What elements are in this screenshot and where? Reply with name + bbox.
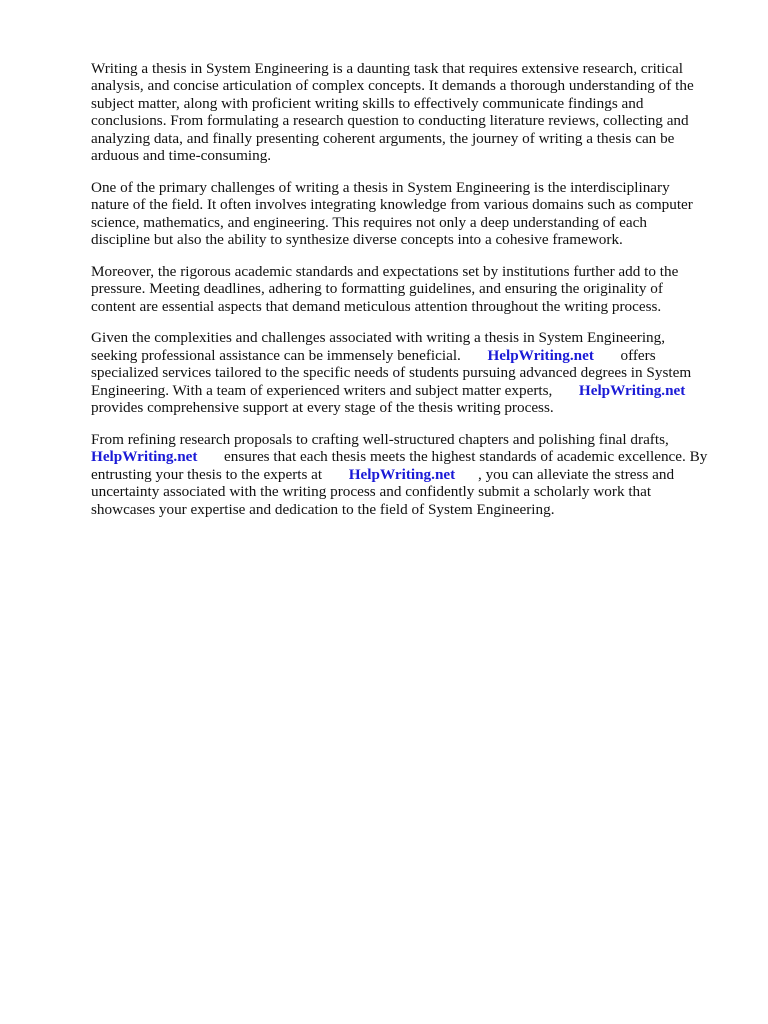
text-line: discipline but also the ability to synthesize diverse concepts into a cohesive framework.: [91, 231, 623, 249]
helpwriting-link[interactable]: HelpWriting.net: [578, 381, 686, 399]
text-line: analyzing data, and finally presenting coherent arguments, the journey of writing a thesis can be: [91, 129, 675, 147]
text-line: One of the primary challenges of writing a thesis in System Engineering is the interdisciplinary: [91, 178, 670, 196]
document-page: [91, 60, 731, 532]
text-line: nature of the field. It often involves integrating knowledge from various domains such as computer: [91, 196, 693, 214]
text-segment: ensures that each thesis meets the highest standards of academic excellence. By: [224, 448, 708, 466]
helpwriting-link[interactable]: HelpWriting.net: [487, 346, 594, 364]
text-line: Moreover, the rigorous academic standards and expectations set by institutions further add to the: [91, 262, 679, 280]
text-line: pressure. Meeting deadlines, adhering to formatting guidelines, and ensuring the originality of: [91, 280, 663, 298]
paragraph-intro: [91, 60, 731, 164]
text-line: [91, 448, 731, 465]
paragraph-conclusion: [91, 431, 731, 518]
text-segment: entrusting your thesis to the experts at: [91, 465, 323, 483]
helpwriting-link[interactable]: HelpWriting.net: [348, 465, 456, 483]
text-line: provides comprehensive support at every stage of the thesis writing process.: [91, 399, 554, 417]
text-line: showcases your expertise and dedication to the field of System Engineering.: [91, 500, 555, 518]
text-line: conclusions. From formulating a research question to conducting literature reviews, collecting and: [91, 112, 689, 130]
paragraph-standards: [91, 263, 731, 315]
text-line: [91, 347, 731, 364]
helpwriting-link[interactable]: HelpWriting.net: [91, 448, 198, 466]
text-line: Given the complexities and challenges associated with writing a thesis in System Engineering,: [91, 329, 666, 347]
text-segment: , you can alleviate the stress and: [477, 465, 675, 483]
text-line: analysis, and concise articulation of complex concepts. It demands a thorough understanding of the: [91, 77, 694, 95]
text-line: [91, 466, 731, 483]
text-line: From refining research proposals to crafting well-structured chapters and polishing final drafts,: [91, 430, 669, 448]
text-line: science, mathematics, and engineering. This requires not only a deep understanding of each: [91, 213, 647, 231]
paragraph-challenges: [91, 179, 731, 249]
text-segment: offers: [620, 346, 656, 364]
text-line: arduous and time-consuming.: [91, 147, 272, 165]
text-line: content are essential aspects that demand meticulous attention throughout the writing process.: [91, 297, 662, 315]
text-segment: seeking professional assistance can be immensely beneficial.: [91, 346, 461, 364]
text-segment: Engineering. With a team of experienced writers and subject matter experts,: [91, 381, 553, 399]
text-line: specialized services tailored to the specific needs of students pursuing advanced degrees in System: [91, 364, 692, 382]
text-line: subject matter, along with proficient writing skills to effectively communicate findings and: [91, 94, 644, 112]
paragraph-assistance: [91, 329, 731, 416]
text-line: Writing a thesis in System Engineering is a daunting task that requires extensive research, critical: [91, 60, 683, 77]
text-line: uncertainty associated with the writing process and confidently submit a scholarly work that: [91, 483, 652, 501]
text-line: [91, 382, 731, 399]
